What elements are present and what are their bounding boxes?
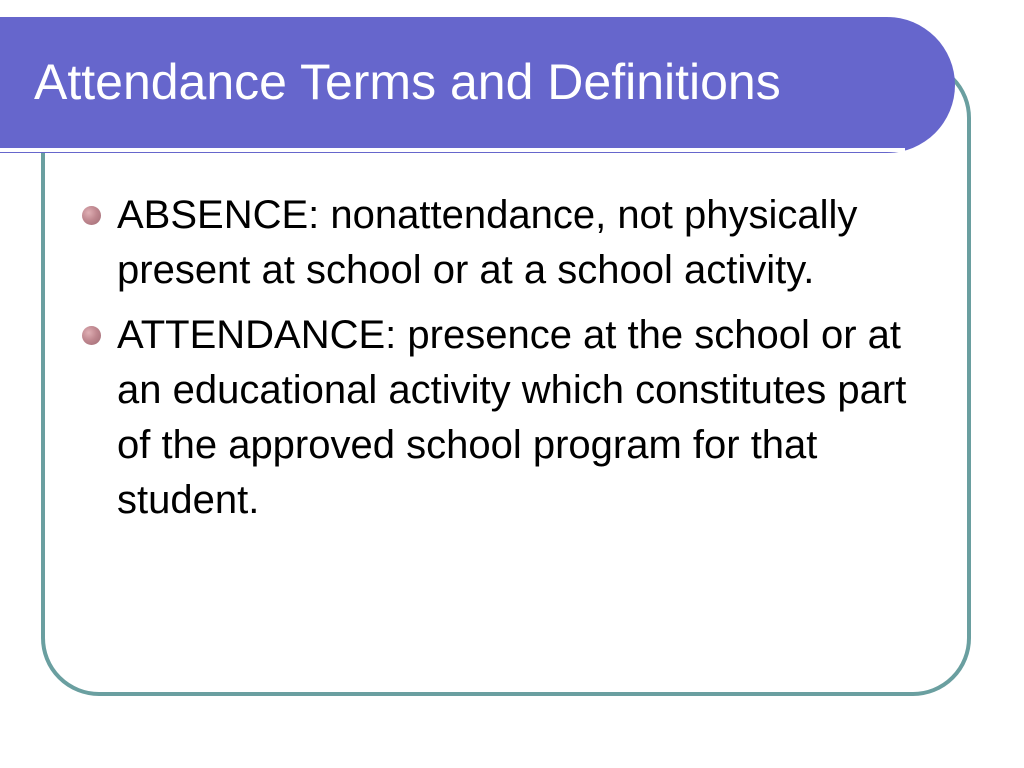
title-underline [0, 148, 905, 152]
bullet-item-attendance [80, 308, 930, 528]
bullet-text: ATTENDANCE: presence at the school or at an educational activity which constitutes part of the approved school program for that student. [117, 313, 907, 522]
bullet-text: ABSENCE: nonattendance, not physically present at school or at a school activity. [117, 193, 858, 292]
bullet-item-absence [80, 188, 930, 298]
slide-title: Attendance Terms and Definitions [34, 54, 781, 110]
bullet-list [80, 188, 930, 538]
bullet-icon [82, 326, 101, 345]
bullet-icon [82, 206, 101, 225]
